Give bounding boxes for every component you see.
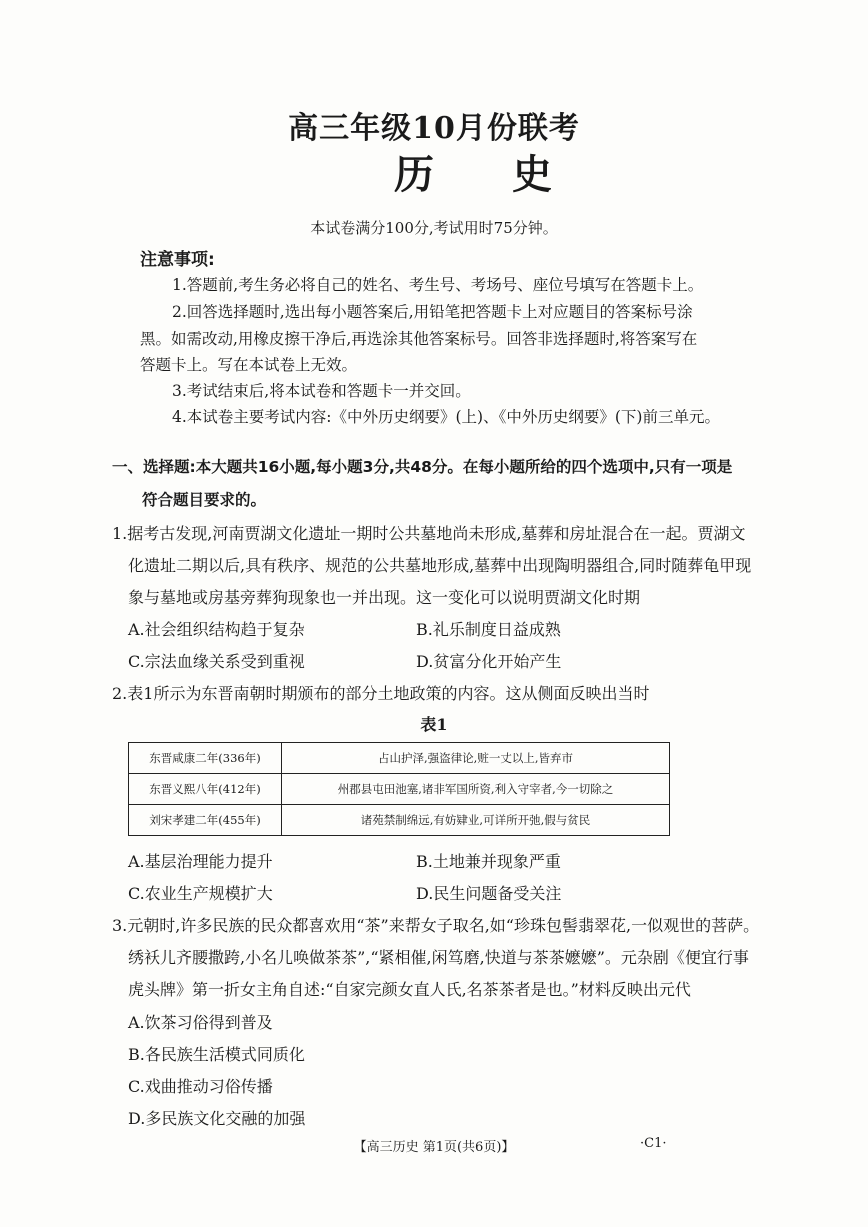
table-row (129, 743, 670, 774)
question-3-stem: 虎头牌》第一折女主角自述:“自家完颜女直人氏,名茶茶者是也。”材料反映出元代 (128, 980, 691, 999)
note-line: 答题卡上。写在本试卷上无效。 (140, 356, 358, 374)
question-1-option-b: B.礼乐制度日益成熟 (416, 620, 561, 639)
note-line: 4.本试卷主要考试内容:《中外历史纲要》(上)、《中外历史纲要》(下)前三单元。 (172, 408, 720, 426)
exam-code: ·C1· (640, 1136, 667, 1151)
land-policy-table (128, 742, 670, 836)
question-1-option-d: D.贫富分化开始产生 (416, 652, 562, 671)
question-2-option-c: C.农业生产规模扩大 (128, 884, 273, 903)
table-row (129, 805, 670, 836)
question-1-stem: 1.据考古发现,河南贾湖文化遗址一期时公共墓地尚未形成,墓葬和房址混合在一起。贾湖文 (112, 524, 746, 543)
page-footer: 【高三历史 第1页(共6页)】 (353, 1140, 515, 1155)
question-3-option-c: C.戏曲推动习俗传播 (128, 1077, 273, 1096)
exam-info: 本试卷满分100分,考试用时75分钟。 (310, 219, 558, 237)
question-1-stem: 化遗址二期以后,具有秩序、规范的公共墓地形成,墓葬中出现陶明器组合,同时随葬龟甲现 (128, 556, 752, 575)
note-line: 1.答题前,考生务必将自己的姓名、考生号、考场号、座位号填写在答题卡上。 (172, 276, 704, 294)
note-line: 黑。如需改动,用橡皮擦干净后,再选涂其他答案标号。回答非选择题时,将答案写在 (140, 330, 698, 348)
table-cell-content: 州郡县屯田池塞,诸非军国所资,利入守宰者,今一切除之 (282, 774, 670, 805)
question-1-option-c: C.宗法血缘关系受到重视 (128, 652, 305, 671)
note-line: 3.考试结束后,将本试卷和答题卡一并交回。 (172, 382, 471, 400)
question-3-option-d: D.多民族文化交融的加强 (128, 1109, 306, 1128)
question-1-stem: 象与墓地或房基旁葬狗现象也一并出现。这一变化可以说明贾湖文化时期 (128, 588, 641, 607)
question-2-option-b: B.土地兼并现象严重 (416, 852, 561, 871)
table-cell-era: 东晋义熙八年(412年) (129, 774, 282, 805)
question-2-option-d: D.民生问题备受关注 (416, 884, 562, 903)
question-3-option-a: A.饮茶习俗得到普及 (128, 1013, 273, 1032)
exam-title: 高三年级10月份联考 (288, 111, 580, 146)
table-caption: 表1 (420, 715, 448, 734)
question-2-stem: 2.表1所示为东晋南朝时期颁布的部分土地政策的内容。这从侧面反映出当时 (112, 684, 650, 703)
question-2-option-a: A.基层治理能力提升 (128, 852, 273, 871)
section-heading: 一、选择题:本大题共16小题,每小题3分,共48分。在每小题所给的四个选项中,只有一项是 (112, 458, 733, 476)
table-cell-content: 占山护泽,强盗律论,赃一丈以上,皆弃市 (282, 743, 670, 774)
notes-heading: 注意事项: (140, 250, 215, 270)
question-3-stem: 绣袄儿齐腰撒跨,小名儿唤做茶茶”,“紧相催,闲笃磨,快道与茶茶嬷嬷”。元杂剧《便宜行事 (128, 948, 749, 967)
question-1-option-a: A.社会组织结构趋于复杂 (128, 620, 305, 639)
table-row (129, 774, 670, 805)
table-cell-era: 刘宋孝建二年(455年) (129, 805, 282, 836)
section-heading-cont: 符合题目要求的。 (142, 491, 267, 509)
table-cell-era: 东晋咸康二年(336年) (129, 743, 282, 774)
question-3-option-b: B.各民族生活模式同质化 (128, 1045, 305, 1064)
note-line: 2.回答选择题时,选出每小题答案后,用铅笔把答题卡上对应题目的答案标号涂 (172, 303, 693, 321)
table-cell-content: 诸苑禁制绵远,有妨肄业,可详所开弛,假与贫民 (282, 805, 670, 836)
question-3-stem: 3.元朝时,许多民族的民众都喜欢用“茶”来帮女子取名,如“珍珠包髻翡翠花,一似观世的菩萨。 (112, 916, 760, 935)
subject-title: 历史 (394, 151, 630, 198)
